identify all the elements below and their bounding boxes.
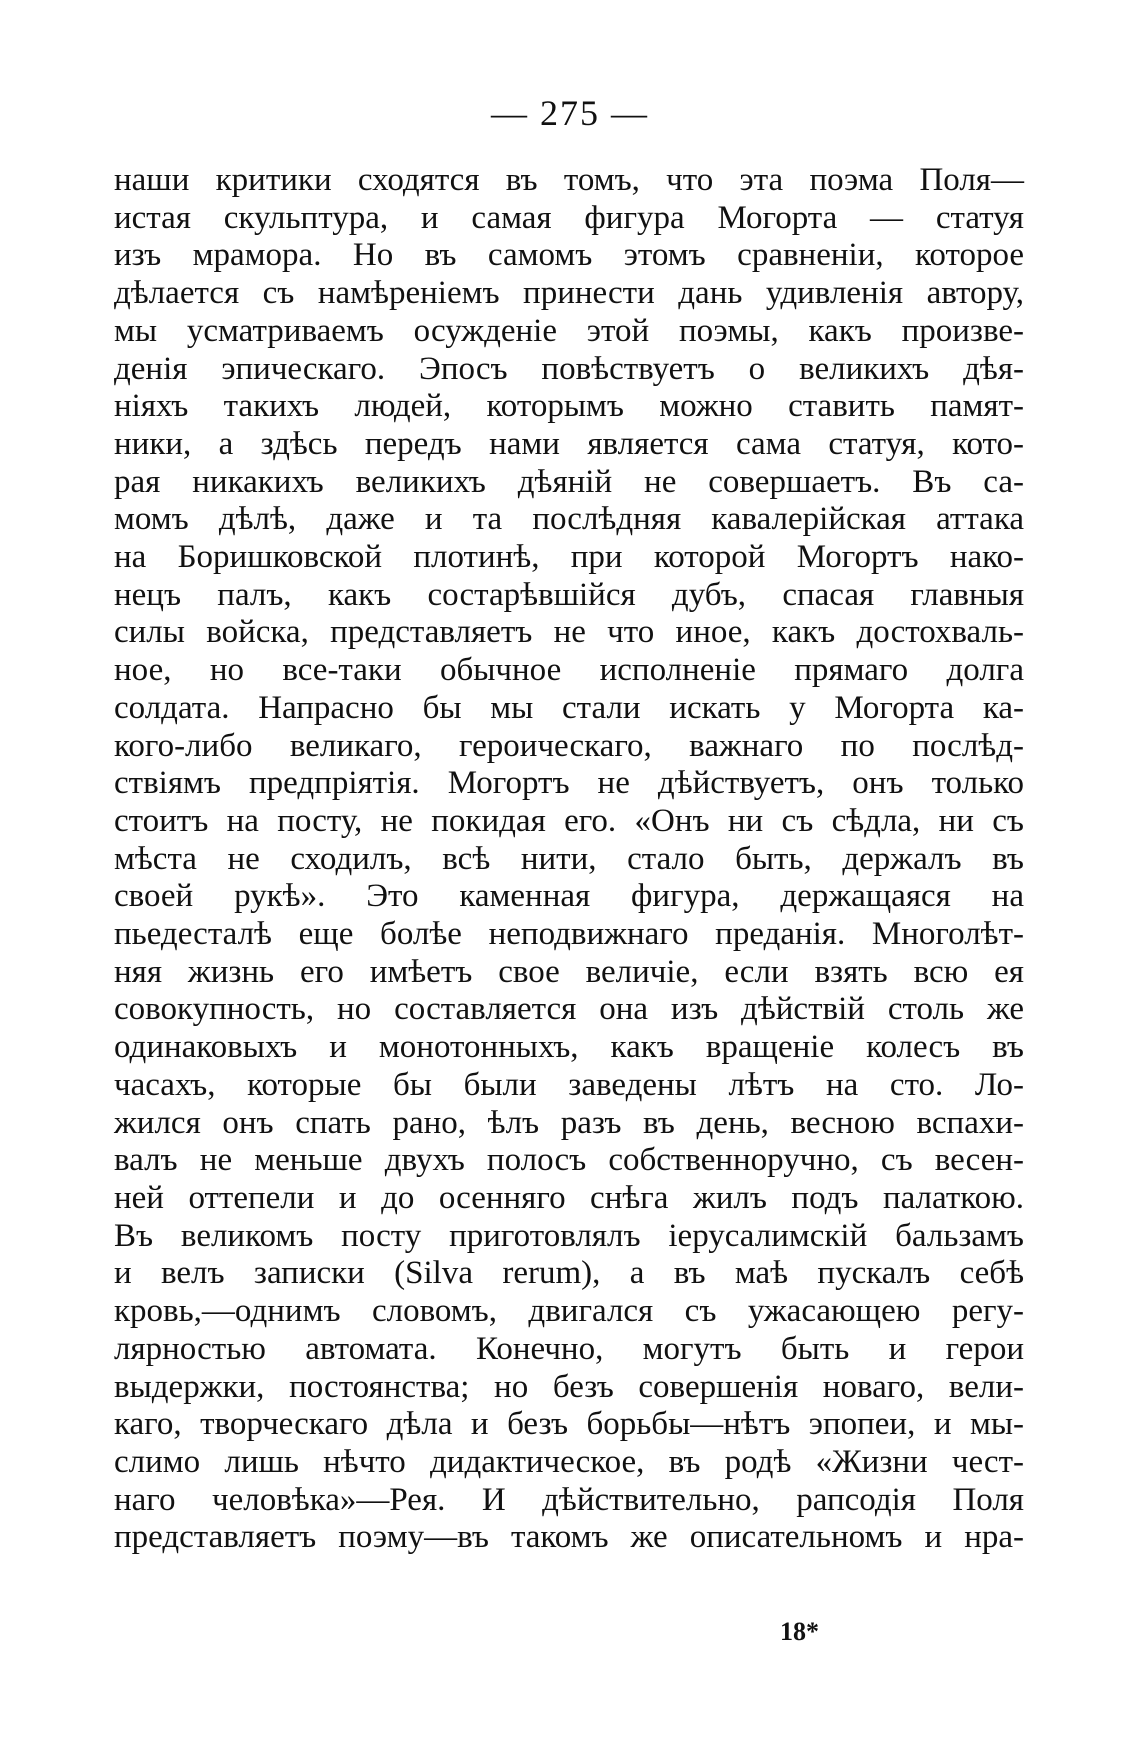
text-line: ное, но все-таки обычное исполненіе прямаго долга (114, 652, 1024, 689)
text-line: каго, творческаго дѣла и безъ борьбы—нѣтъ эпопеи, и мы- (114, 1406, 1024, 1443)
body-text (114, 162, 1024, 1557)
text-line: слимо лишь нѣчто дидактическое, въ родѣ «Жизни чест- (114, 1443, 1024, 1480)
text-line: пьедесталѣ еще болѣе неподвижнаго преданія. Многолѣт- (114, 916, 1024, 953)
text-line: нецъ палъ, какъ состарѣвшійся дубъ, спасая главныя (114, 576, 1024, 613)
text-line: силы войска, представляетъ не что иное, какъ достохваль- (114, 614, 1024, 651)
text-line: Въ великомъ посту приготовлялъ іерусалимскій бальзамъ (114, 1217, 1024, 1254)
text-line: наши критики сходятся въ томъ, что эта поэма Поля— (114, 162, 1024, 198)
text-line: стоитъ на посту, не покидая его. «Онъ ни съ сѣдла, ни съ (114, 802, 1024, 839)
text-line: выдержки, постоянства; но безъ совершенія новаго, вели- (114, 1368, 1024, 1405)
signature-mark: 18* (780, 1617, 819, 1646)
text-line: лярностью автомата. Конечно, могутъ быть и герои (114, 1330, 1024, 1367)
text-line: денія эпическаго. Эпосъ повѣствуетъ о великихъ дѣя- (114, 350, 1024, 387)
text-line: дѣлается съ намѣреніемъ принести дань удивленія автору, (114, 275, 1024, 312)
text-line: представляетъ поэму—въ такомъ же описательномъ и нра- (114, 1519, 1024, 1556)
text-line: ней оттепели и до осенняго снѣга жилъ подъ палаткою. (114, 1179, 1024, 1216)
text-line: одинаковыхъ и монотонныхъ, какъ вращеніе колесъ въ (114, 1029, 1024, 1066)
text-line: наго человѣка»—Рея. И дѣйствительно, рапсодія Поля (114, 1481, 1024, 1518)
page-number: — 275 — (491, 93, 649, 133)
text-line: ники, а здѣсь передъ нами является сама статуя, кото- (114, 425, 1024, 462)
text-line: мы усматриваемъ осужденіе этой поэмы, какъ произве- (114, 312, 1024, 349)
text-line: на Боришковской плотинѣ, при которой Могортъ нако- (114, 539, 1024, 576)
text-line: ствіямъ предпріятія. Могортъ не дѣйствуетъ, онъ только (114, 765, 1024, 802)
text-line: ніяхъ такихъ людей, которымъ можно ставить памят- (114, 388, 1024, 425)
text-line: кого-либо великаго, героическаго, важнаго по послѣд- (114, 727, 1024, 764)
text-line: кровь,—однимъ словомъ, двигался съ ужасающею регу- (114, 1293, 1024, 1330)
text-line: няя жизнь его имѣетъ свое величіе, если взять всю ея (114, 953, 1024, 990)
text-line: своей рукѣ». Это каменная фигура, держащаяся на (114, 878, 1024, 915)
text-line: часахъ, которые бы были заведены лѣтъ на сто. Ло- (114, 1066, 1024, 1103)
text-line: валъ не меньше двухъ полосъ собственноручно, съ весен- (114, 1142, 1024, 1179)
text-line: жился онъ спать рано, ѣлъ разъ въ день, весною вспахи- (114, 1104, 1024, 1141)
text-line: мѣста не сходилъ, всѣ нити, стало быть, держалъ въ (114, 840, 1024, 877)
text-line: момъ дѣлѣ, даже и та послѣдняя кавалерійская аттака (114, 501, 1024, 538)
text-line: истая скульптура, и самая фигура Могорта — статуя (114, 199, 1024, 236)
text-line: рая никакихъ великихъ дѣяній не совершаетъ. Въ са- (114, 463, 1024, 500)
text-line: совокупность, но составляется она изъ дѣйствій столь же (114, 991, 1024, 1028)
text-line: изъ мрамора. Но въ самомъ этомъ сравненіи, которое (114, 237, 1024, 274)
text-line: солдата. Напрасно бы мы стали искать у Могорта ка- (114, 689, 1024, 726)
text-line: и велъ записки (Silva rerum), а въ маѣ пускалъ себѣ (114, 1255, 1024, 1292)
